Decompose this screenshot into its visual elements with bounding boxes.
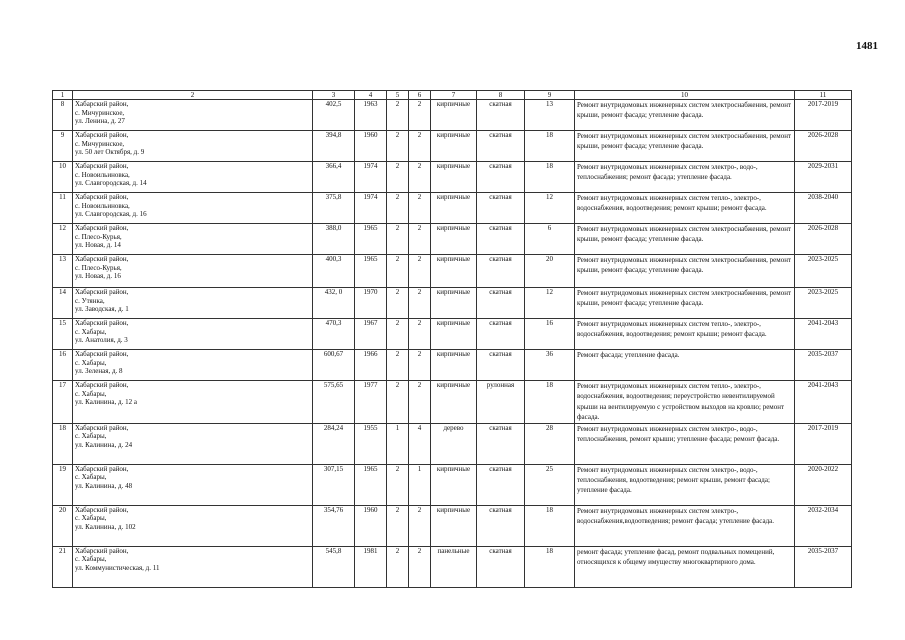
- address-cell: [73, 100, 313, 131]
- apartments-cell: 18: [525, 131, 575, 162]
- roof-type-cell: скатная: [477, 193, 525, 224]
- year-built-cell: 1981: [355, 546, 387, 587]
- apartments-cell: 12: [525, 288, 575, 319]
- apartments-cell: 16: [525, 319, 575, 350]
- wall-material-cell: кирпичные: [431, 224, 477, 255]
- repair-works-cell: Ремонт внутридомовых инженерных систем электроснабжения, ремонт крыши, ремонт фасада; утепление фасада.: [575, 131, 795, 162]
- repair-period-cell: 2032-2034: [795, 505, 852, 546]
- apartments-cell: 12: [525, 193, 575, 224]
- year-built-cell: 1965: [355, 464, 387, 505]
- repair-works-cell: Ремонт внутридомовых инженерных систем тепло-, электро-, водоснабжения, водоотведения; переустройство невентилируемой крыши на вентилируемую с устройством выходов на кровлю; ремонт фасада.: [575, 381, 795, 424]
- roof-type-cell: скатная: [477, 131, 525, 162]
- row-number-cell: 12: [53, 224, 73, 255]
- row-number-cell: 21: [53, 546, 73, 587]
- address-cell: [73, 350, 313, 381]
- apartments-cell: 13: [525, 100, 575, 131]
- apartments-cell: 18: [525, 505, 575, 546]
- repair-period-cell: 2041-2043: [795, 381, 852, 424]
- address-cell: [73, 255, 313, 288]
- repair-works-cell: Ремонт внутридомовых инженерных систем тепло-, электро-, водоснабжения, водоотведения; ремонт крыши; ремонт фасада.: [575, 319, 795, 350]
- row-number-cell: 17: [53, 381, 73, 424]
- address-line: ул. Ленина, д. 27: [75, 117, 125, 126]
- entrances-cell: 2: [409, 131, 431, 162]
- repair-period-cell: 2017-2019: [795, 100, 852, 131]
- address-line: с. Хабары,: [75, 358, 107, 367]
- year-built-cell: 1963: [355, 100, 387, 131]
- address-line: с. Плесо-Курья,: [75, 263, 122, 272]
- repair-period-cell: 2017-2019: [795, 423, 852, 464]
- repair-period-cell: 2023-2025: [795, 288, 852, 319]
- table-row: [53, 224, 852, 255]
- wall-material-cell: кирпичные: [431, 381, 477, 424]
- address-line: Хабарский район,: [75, 100, 129, 108]
- year-built-cell: 1977: [355, 381, 387, 424]
- column-header: 9: [525, 91, 575, 100]
- wall-material-cell: кирпичные: [431, 464, 477, 505]
- apartments-cell: 18: [525, 546, 575, 587]
- repair-works-cell: Ремонт внутридомовых инженерных систем электро-, водо-, теплоснабжения, ремонт крыши; утепление фасада; ремонт фасада.: [575, 423, 795, 464]
- row-number-cell: 18: [53, 423, 73, 464]
- area-cell: 354,76: [313, 505, 355, 546]
- row-number-cell: 10: [53, 162, 73, 193]
- floors-cell: 2: [387, 224, 409, 255]
- row-number-cell: 20: [53, 505, 73, 546]
- table-row: [53, 350, 852, 381]
- repair-works-cell: Ремонт внутридомовых инженерных систем электро-, водоснабжения,водоотведения; ремонт фасада; утепление фасада.: [575, 505, 795, 546]
- table-row: [53, 100, 852, 131]
- area-cell: 400,3: [313, 255, 355, 288]
- area-cell: 545,8: [313, 546, 355, 587]
- area-cell: 470,3: [313, 319, 355, 350]
- repair-works-cell: Ремонт внутридомовых инженерных систем электроснабжения, ремонт крыши, ремонт фасада; утепление фасада.: [575, 255, 795, 288]
- address-cell: [73, 546, 313, 587]
- year-built-cell: 1974: [355, 162, 387, 193]
- area-cell: 388,0: [313, 224, 355, 255]
- address-line: Хабарский район,: [75, 423, 129, 432]
- entrances-cell: 2: [409, 505, 431, 546]
- repair-works-cell: Ремонт внутридомовых инженерных систем электроснабжения, ремонт крыши, ремонт фасада; утепление фасада.: [575, 288, 795, 319]
- entrances-cell: 2: [409, 546, 431, 587]
- area-cell: 575,65: [313, 381, 355, 424]
- address-line: с. Утянка,: [75, 296, 105, 305]
- column-header: 6: [409, 91, 431, 100]
- table-row: [53, 193, 852, 224]
- row-number-cell: 16: [53, 350, 73, 381]
- address-line: с. Хабары,: [75, 473, 107, 482]
- row-number-cell: 8: [53, 100, 73, 131]
- apartments-cell: 20: [525, 255, 575, 288]
- wall-material-cell: панельные: [431, 546, 477, 587]
- apartments-cell: 28: [525, 423, 575, 464]
- column-header: 5: [387, 91, 409, 100]
- address-cell: [73, 288, 313, 319]
- entrances-cell: 2: [409, 350, 431, 381]
- repair-period-cell: 2029-2031: [795, 162, 852, 193]
- repair-period-cell: 2020-2022: [795, 464, 852, 505]
- apartments-cell: 18: [525, 162, 575, 193]
- repair-period-cell: 2023-2025: [795, 255, 852, 288]
- year-built-cell: 1955: [355, 423, 387, 464]
- table-row: [53, 319, 852, 350]
- floors-cell: 2: [387, 319, 409, 350]
- year-built-cell: 1960: [355, 505, 387, 546]
- address-line: с. Мичуринское,: [75, 139, 125, 148]
- address-line: с. Мичуринское,: [75, 108, 125, 117]
- address-line: ул. Анатолия, д. 3: [75, 336, 128, 345]
- floors-cell: 2: [387, 255, 409, 288]
- repair-works-cell: Ремонт внутридомовых инженерных систем тепло-, электро-, водоснабжения, водоотведения; ремонт крыши; ремонт фасада.: [575, 193, 795, 224]
- row-number-cell: 11: [53, 193, 73, 224]
- address-cell: [73, 381, 313, 424]
- entrances-cell: 2: [409, 319, 431, 350]
- area-cell: 366,4: [313, 162, 355, 193]
- floors-cell: 2: [387, 381, 409, 424]
- row-number-cell: 19: [53, 464, 73, 505]
- address-line: Хабарский район,: [75, 162, 129, 170]
- address-line: ул. Калинина, д. 24: [75, 440, 133, 449]
- column-header: 2: [73, 91, 313, 100]
- address-line: Хабарский район,: [75, 381, 129, 389]
- apartments-cell: 25: [525, 464, 575, 505]
- address-line: Хабарский район,: [75, 288, 129, 296]
- floors-cell: 2: [387, 546, 409, 587]
- area-cell: 394,8: [313, 131, 355, 162]
- repair-period-cell: 2026-2028: [795, 224, 852, 255]
- table-header-row: [53, 91, 852, 100]
- apartments-cell: 36: [525, 350, 575, 381]
- address-cell: [73, 505, 313, 546]
- wall-material-cell: кирпичные: [431, 350, 477, 381]
- address-line: ул. Славгородская, д. 16: [75, 210, 147, 219]
- roof-type-cell: скатная: [477, 288, 525, 319]
- repair-works-cell: Ремонт фасада; утепление фасада.: [575, 350, 795, 381]
- wall-material-cell: дерево: [431, 423, 477, 464]
- floors-cell: 2: [387, 350, 409, 381]
- table-row: [53, 288, 852, 319]
- page-number: 1481: [856, 40, 878, 52]
- address-line: ул. Коммунистическая, д. 11: [75, 563, 160, 572]
- table-row: [53, 546, 852, 587]
- entrances-cell: 2: [409, 288, 431, 319]
- floors-cell: 2: [387, 162, 409, 193]
- table-row: [53, 505, 852, 546]
- wall-material-cell: кирпичные: [431, 100, 477, 131]
- address-line: Хабарский район,: [75, 131, 129, 139]
- roof-type-cell: скатная: [477, 162, 525, 193]
- address-line: Хабарский район,: [75, 255, 129, 263]
- address-cell: [73, 319, 313, 350]
- year-built-cell: 1965: [355, 255, 387, 288]
- floors-cell: 2: [387, 193, 409, 224]
- address-line: Хабарский район,: [75, 193, 129, 201]
- address-line: ул. Калинина, д. 12 а: [75, 398, 137, 407]
- table-row: [53, 162, 852, 193]
- address-line: Хабарский район,: [75, 350, 129, 358]
- entrances-cell: 2: [409, 224, 431, 255]
- year-built-cell: 1966: [355, 350, 387, 381]
- area-cell: 600,67: [313, 350, 355, 381]
- wall-material-cell: кирпичные: [431, 193, 477, 224]
- roof-type-cell: скатная: [477, 100, 525, 131]
- roof-type-cell: скатная: [477, 505, 525, 546]
- year-built-cell: 1960: [355, 131, 387, 162]
- table-row: [53, 423, 852, 464]
- floors-cell: 1: [387, 423, 409, 464]
- column-header: 11: [795, 91, 852, 100]
- address-cell: [73, 162, 313, 193]
- area-cell: 307,15: [313, 464, 355, 505]
- floors-cell: 2: [387, 464, 409, 505]
- address-line: Хабарский район,: [75, 464, 129, 473]
- year-built-cell: 1970: [355, 288, 387, 319]
- wall-material-cell: кирпичные: [431, 505, 477, 546]
- address-cell: [73, 464, 313, 505]
- column-header: 10: [575, 91, 795, 100]
- address-line: с. Хабары,: [75, 389, 107, 398]
- address-line: с. Хабары,: [75, 327, 107, 336]
- floors-cell: 2: [387, 288, 409, 319]
- area-cell: 284,24: [313, 423, 355, 464]
- address-line: Хабарский район,: [75, 546, 129, 555]
- table-row: [53, 464, 852, 505]
- wall-material-cell: кирпичные: [431, 255, 477, 288]
- wall-material-cell: кирпичные: [431, 319, 477, 350]
- address-line: Хабарский район,: [75, 224, 129, 232]
- address-line: с. Хабары,: [75, 432, 107, 441]
- row-number-cell: 9: [53, 131, 73, 162]
- address-line: ул. Калинина, д. 102: [75, 522, 136, 531]
- column-header: 1: [53, 91, 73, 100]
- repair-period-cell: 2026-2028: [795, 131, 852, 162]
- address-cell: [73, 131, 313, 162]
- address-cell: [73, 193, 313, 224]
- repair-period-cell: 2038-2040: [795, 193, 852, 224]
- roof-type-cell: скатная: [477, 255, 525, 288]
- repair-works-cell: Ремонт внутридомовых инженерных систем электро-, водо-, теплоснабжения, водоотведения; ремонт крыши, ремонт фасада; утепление фасада.: [575, 464, 795, 505]
- repair-works-cell: ремонт фасада; утепление фасад, ремонт подвальных помещений, относящихся к общему имуществу многоквартирного дома.: [575, 546, 795, 587]
- floors-cell: 2: [387, 131, 409, 162]
- roof-type-cell: скатная: [477, 224, 525, 255]
- row-number-cell: 14: [53, 288, 73, 319]
- apartments-cell: 18: [525, 381, 575, 424]
- entrances-cell: 2: [409, 100, 431, 131]
- row-number-cell: 15: [53, 319, 73, 350]
- apartments-cell: 6: [525, 224, 575, 255]
- address-cell: [73, 423, 313, 464]
- address-line: с. Хабары,: [75, 514, 107, 523]
- roof-type-cell: скатная: [477, 319, 525, 350]
- roof-type-cell: рулонная: [477, 381, 525, 424]
- wall-material-cell: кирпичные: [431, 162, 477, 193]
- address-line: ул. Заводская, д. 1: [75, 305, 129, 314]
- address-line: Хабарский район,: [75, 505, 129, 514]
- year-built-cell: 1974: [355, 193, 387, 224]
- address-line: с. Новоильиновка,: [75, 170, 130, 179]
- address-line: с. Плесо-Курья,: [75, 232, 122, 241]
- area-cell: 375,8: [313, 193, 355, 224]
- column-header: 4: [355, 91, 387, 100]
- year-built-cell: 1965: [355, 224, 387, 255]
- roof-type-cell: скатная: [477, 423, 525, 464]
- repair-works-cell: Ремонт внутридомовых инженерных систем электроснабжения, ремонт крыши, ремонт фасада; утепление фасада.: [575, 100, 795, 131]
- entrances-cell: 2: [409, 381, 431, 424]
- entrances-cell: 2: [409, 193, 431, 224]
- address-line: ул. Новая, д. 14: [75, 241, 121, 250]
- repair-works-cell: Ремонт внутридомовых инженерных систем электроснабжения, ремонт крыши, ремонт фасада; утепление фасада.: [575, 224, 795, 255]
- address-line: ул. Зеленая, д. 8: [75, 367, 123, 376]
- entrances-cell: 1: [409, 464, 431, 505]
- housing-repair-table: [52, 90, 852, 588]
- address-line: ул. Славгородская, д. 14: [75, 179, 147, 188]
- wall-material-cell: кирпичные: [431, 288, 477, 319]
- wall-material-cell: кирпичные: [431, 131, 477, 162]
- repair-works-cell: Ремонт внутридомовых инженерных систем электро-, водо-, теплоснабжения; ремонт фасада; утепление фасада.: [575, 162, 795, 193]
- address-line: с. Новоильиновка,: [75, 201, 130, 210]
- roof-type-cell: скатная: [477, 464, 525, 505]
- address-line: с. Хабары,: [75, 555, 107, 564]
- entrances-cell: 4: [409, 423, 431, 464]
- address-line: Хабарский район,: [75, 319, 129, 327]
- table-row: [53, 381, 852, 424]
- year-built-cell: 1967: [355, 319, 387, 350]
- column-header: 8: [477, 91, 525, 100]
- column-header: 7: [431, 91, 477, 100]
- address-cell: [73, 224, 313, 255]
- repair-period-cell: 2041-2043: [795, 319, 852, 350]
- roof-type-cell: скатная: [477, 350, 525, 381]
- repair-period-cell: 2035-2037: [795, 350, 852, 381]
- address-line: ул. Новая, д. 16: [75, 272, 121, 281]
- address-line: ул. Калинина, д. 48: [75, 481, 133, 490]
- address-line: ул. 50 лет Октября, д. 9: [75, 148, 145, 157]
- column-header: 3: [313, 91, 355, 100]
- table-row: [53, 255, 852, 288]
- entrances-cell: 2: [409, 255, 431, 288]
- area-cell: 432, 0: [313, 288, 355, 319]
- roof-type-cell: скатная: [477, 546, 525, 587]
- table-row: [53, 131, 852, 162]
- entrances-cell: 2: [409, 162, 431, 193]
- floors-cell: 2: [387, 100, 409, 131]
- floors-cell: 2: [387, 505, 409, 546]
- repair-period-cell: 2035-2037: [795, 546, 852, 587]
- row-number-cell: 13: [53, 255, 73, 288]
- area-cell: 402,5: [313, 100, 355, 131]
